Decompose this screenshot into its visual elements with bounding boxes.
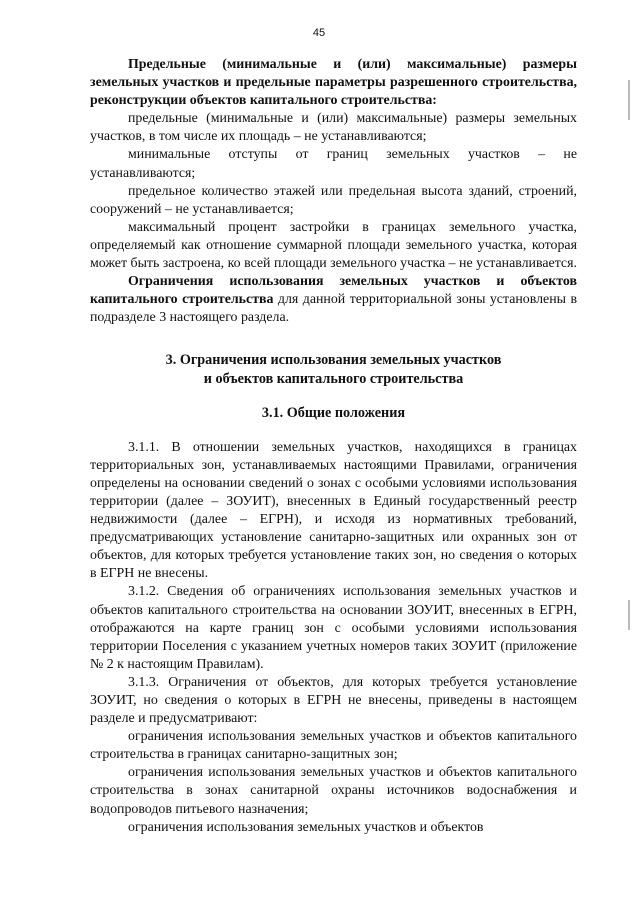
limits-heading: Предельные (минимальные и (или) максимальные) размеры земельных участков и предельные параметры разрешенного строительства, реконструкции объектов капитального строительства: bbox=[90, 57, 577, 109]
restrictions-paragraph bbox=[90, 273, 577, 327]
paragraph: ограничения использования земельных участков и объектов bbox=[128, 819, 484, 835]
section-title bbox=[90, 351, 577, 387]
limits-item: предельные (минимальные и (или) максимальные) размеры земельных участков, в том числе их площадь – не устанавливаются; bbox=[90, 111, 577, 145]
subsection-title: 3.1. Общие положения bbox=[261, 404, 406, 421]
paragraph: ограничения использования земельных участков и объектов капитального строительства в границах санитарно-защитных зон; bbox=[90, 729, 577, 763]
section-title-line2: и объектов капитального строительства bbox=[203, 370, 464, 387]
limits-item: минимальные отступы от границ земельных участков – не устанавливаются; bbox=[90, 147, 577, 181]
section-title-line1: 3. Ограничения использования земельных участков bbox=[165, 352, 502, 369]
limits-item: максимальный процент застройки в границах земельного участка, определяемый как отношение суммарной площади земельного участка, которая может быть застроена, ко всей площади земельного участка – не устанавливается. bbox=[90, 219, 577, 272]
scan-artifact bbox=[628, 80, 630, 120]
restrictions-rest: для данной территориальной зоны установлены в подразделе 3 настоящего раздела. bbox=[90, 292, 577, 326]
paragraph: ограничения использования земельных участков и объектов капитального строительства в зонах санитарной охраны источников водоснабжения и водопроводов питьевого назначения; bbox=[90, 765, 577, 817]
limits-item: предельное количество этажей или предельная высота зданий, строений, сооружений – не устанавливается; bbox=[90, 183, 577, 217]
paragraph: 3.1.1. В отношении земельных участков, находящихся в границах территориальных зон, устанавливаемых настоящими Правилами, ограничения определены на основании сведений о зонах с особыми условиями использования территории (далее – ЗОУИТ), внесенных в Единый государственный реестр недвижимости (далее – ЕГРН), и исходя из нормативных требований, предусматривающих установление санитарно-защитных или охранных зон от объектов, для которых требуется установление таких зон, но сведения о которых в ЕГРН не внесены. bbox=[90, 439, 577, 582]
restrictions-bold: Ограничения использования земельных участков и объектов капитального строительства bbox=[90, 274, 577, 308]
paragraph: 3.1.3. Ограничения от объектов, для которых требуется установление ЗОУИТ, но сведения о которых в ЕГРН не внесены, приведены в настоящем разделе и предусматривают: bbox=[90, 674, 577, 727]
scan-artifact bbox=[628, 600, 630, 630]
page-number: 45 bbox=[312, 27, 326, 39]
document-body bbox=[90, 56, 577, 837]
paragraph: 3.1.2. Сведения об ограничениях использования земельных участков и объектов капитального строительства на основании ЗОУИТ, внесенных в ЕГРН, отображаются на карте границ зон с особыми условиями использования территории Поселения с указанием учетных номеров таких ЗОУИТ (приложение № 2 к настоящим Правилам). bbox=[90, 584, 577, 672]
